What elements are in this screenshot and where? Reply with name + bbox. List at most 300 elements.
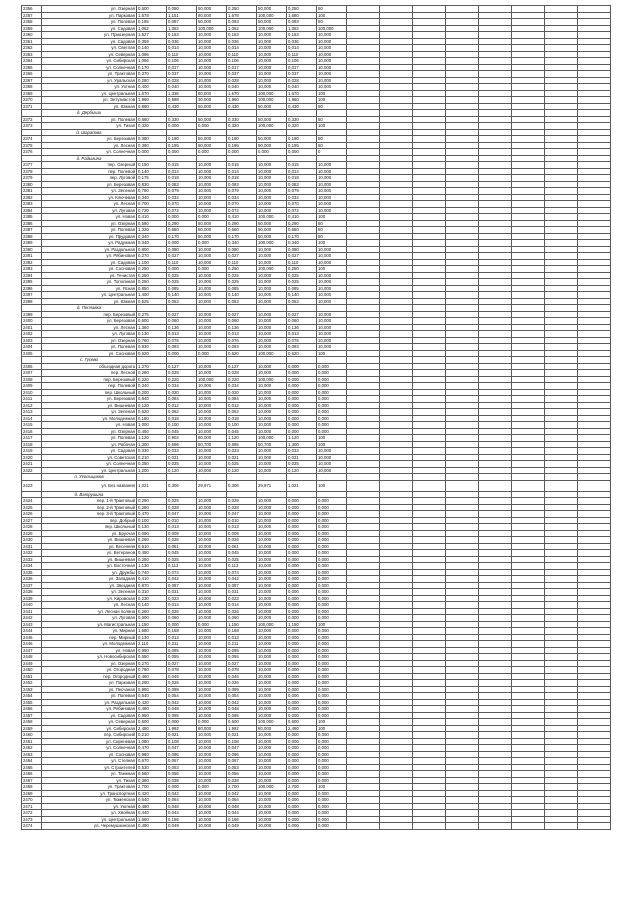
value-cell: 10,000 — [197, 517, 227, 524]
value-cell: 0,275 — [137, 311, 167, 318]
value-cell: 10,000 — [317, 194, 347, 201]
street-name: ул. Вишневая — [42, 537, 137, 544]
value-cell: 0,074 — [227, 569, 257, 576]
value-cell: 0,000 — [287, 810, 317, 817]
value-cell: 0,095 — [167, 712, 197, 719]
value-cell: 0,000 — [287, 511, 317, 518]
value-cell: 0,000 — [287, 415, 317, 422]
value-cell: 10,000 — [257, 738, 287, 745]
street-name: ул. Тихая — [42, 123, 137, 130]
empty-cell — [380, 480, 413, 491]
row-number: 2442 — [22, 615, 42, 622]
value-cell: 0,960 — [137, 751, 167, 758]
row-number: 2375 — [22, 142, 42, 149]
value-cell: 0,096 — [167, 751, 197, 758]
value-cell: 0,000 — [317, 608, 347, 615]
row-number: 2450 — [22, 667, 42, 674]
row-number: 2464 — [22, 758, 42, 765]
street-name: ул. Вишневая — [42, 402, 137, 409]
value-cell: 0,000 — [317, 615, 347, 622]
street-name: ул. Молодежная — [42, 641, 137, 648]
row-number: 2419 — [22, 448, 42, 455]
row-number: 2405 — [22, 350, 42, 357]
value-cell: 0,000 — [287, 667, 317, 674]
value-cell: 0,185 — [137, 19, 167, 26]
value-cell: 0,047 — [167, 511, 197, 518]
value-cell: 10,000 — [257, 32, 287, 39]
row-number: 2417 — [22, 435, 42, 442]
value-cell: 10,000 — [197, 428, 227, 435]
value-cell: 0,106 — [227, 58, 257, 65]
value-cell: 100,000 — [257, 25, 287, 32]
value-cell: 10,000 — [257, 810, 287, 817]
value-cell: 0,320 — [287, 123, 317, 130]
value-cell: 0,220 — [167, 376, 197, 383]
value-cell: 0,140 — [167, 292, 197, 299]
value-cell: 10,000 — [197, 168, 227, 175]
value-cell: 0,480 — [137, 706, 167, 713]
value-cell: 0,000 — [287, 498, 317, 505]
value-cell: 10,000 — [197, 693, 227, 700]
value-cell: 10,000 — [197, 712, 227, 719]
value-cell: 2,700 — [137, 784, 167, 791]
street-name: ул. Новая — [42, 422, 137, 429]
value-cell: 0,140 — [137, 168, 167, 175]
value-cell: 1,056 — [137, 58, 167, 65]
value-cell: 10,000 — [257, 732, 287, 739]
row-number: 2470 — [22, 797, 42, 804]
value-cell: 10,000 — [257, 71, 287, 78]
value-cell: 1,360 — [137, 324, 167, 331]
value-cell: 1,992 — [227, 725, 257, 732]
value-cell: 0,170 — [167, 233, 197, 240]
value-cell: 0,000 — [317, 582, 347, 589]
value-cell: 0,000 — [137, 149, 167, 156]
value-cell: 0,470 — [137, 511, 167, 518]
value-cell: 0,013 — [167, 524, 197, 531]
row-number: 2393 — [22, 266, 42, 273]
value-cell: 0,064 — [227, 797, 257, 804]
value-cell: 50,000 — [257, 220, 287, 227]
street-name: ул. Полевая — [42, 344, 137, 351]
value-cell: 0,015 — [287, 162, 317, 169]
value-cell: 10,000 — [197, 602, 227, 609]
value-cell: 0,072 — [287, 207, 317, 214]
value-cell: 10,000 — [197, 279, 227, 286]
value-cell: 0,000 — [317, 556, 347, 563]
row-number: 2448 — [22, 654, 42, 661]
value-cell: 10,000 — [257, 751, 287, 758]
street-name: ул. Солнечная — [42, 745, 137, 752]
value-cell: 0,150 — [137, 162, 167, 169]
value-cell: 0,026 — [227, 680, 257, 687]
row-number: 2444 — [22, 628, 42, 635]
row-number: 2357 — [22, 12, 42, 19]
value-cell: 100,000 — [257, 719, 287, 726]
value-cell: 100,000 — [257, 784, 287, 791]
value-cell: 0,087 — [167, 582, 197, 589]
value-cell: 0,018 — [227, 175, 257, 182]
street-name: ул. Тенистая — [42, 272, 137, 279]
value-cell: 0,026 — [227, 608, 257, 615]
street-name: ул. Садовая — [42, 712, 137, 719]
value-cell: 10,000 — [197, 563, 227, 570]
value-cell: 80,000 — [197, 435, 227, 442]
row-number: 2473 — [22, 816, 42, 823]
value-cell: 0,000 — [197, 123, 227, 130]
value-cell: 10,000 — [317, 292, 347, 299]
value-cell: 0,010 — [227, 517, 257, 524]
value-cell: 10,000 — [317, 253, 347, 260]
value-cell: 0,580 — [137, 220, 167, 227]
value-cell: 0,127 — [227, 363, 257, 370]
empty-cell — [578, 823, 611, 830]
value-cell: 0,013 — [167, 331, 197, 338]
street-name: пер. Школьный — [42, 524, 137, 531]
value-cell: 0,000 — [317, 498, 347, 505]
value-cell: 10,000 — [317, 168, 347, 175]
value-cell: 0,034 — [227, 383, 257, 390]
value-cell: 0,038 — [227, 777, 257, 784]
row-number: 2461 — [22, 738, 42, 745]
register-sheet — [21, 5, 611, 830]
empty-cell — [545, 823, 578, 830]
street-name: ул. Степная — [42, 758, 137, 765]
value-cell: 10,000 — [197, 582, 227, 589]
value-cell: 10,000 — [257, 422, 287, 429]
street-name: ул. Садовая — [42, 25, 137, 32]
value-cell: 0,027 — [227, 253, 257, 260]
value-cell: 10,000 — [197, 64, 227, 71]
value-cell: 0,080 — [167, 246, 197, 253]
row-number: 2437 — [22, 582, 42, 589]
value-cell: 10,000 — [257, 686, 287, 693]
value-cell: 50,000 — [197, 136, 227, 143]
street-name: ул. Звездная — [42, 582, 137, 589]
value-cell: 0,660 — [167, 227, 197, 234]
value-cell: 10,000 — [317, 58, 347, 65]
value-cell: 10,000 — [257, 77, 287, 84]
value-cell: 0,120 — [227, 467, 257, 474]
street-name: ул. Сибирская — [42, 725, 137, 732]
value-cell: 0,490 — [137, 823, 167, 830]
value-cell: 10,000 — [257, 292, 287, 299]
value-cell: 0,012 — [167, 402, 197, 409]
value-cell: 0,017 — [287, 64, 317, 71]
value-cell: 0,099 — [167, 686, 197, 693]
value-cell: 10,000 — [317, 461, 347, 468]
value-cell: 0,250 — [287, 6, 317, 13]
street-name: ул. Западная — [42, 576, 137, 583]
value-cell: 0,036 — [167, 38, 197, 45]
value-cell: 0,110 — [167, 259, 197, 266]
value-cell: 0,000 — [317, 712, 347, 719]
value-cell: 0,000 — [197, 240, 227, 247]
value-cell: 100 — [317, 266, 347, 273]
street-name: ул. Новая — [42, 647, 137, 654]
street-name: ул. Южная — [42, 103, 137, 110]
value-cell: 0,021 — [227, 732, 257, 739]
value-cell: 10,000 — [197, 550, 227, 557]
street-name: ул. Сибирская — [42, 58, 137, 65]
value-cell: 0,290 — [137, 498, 167, 505]
row-number: 2391 — [22, 253, 42, 260]
row-number: 2356 — [22, 6, 42, 13]
value-cell: 1,021 — [137, 480, 167, 491]
value-cell: 0,195 — [227, 142, 257, 149]
value-cell: 0,110 — [227, 51, 257, 58]
value-cell: 0,000 — [317, 667, 347, 674]
row-number: 2456 — [22, 706, 42, 713]
value-cell: 0,000 — [227, 149, 257, 156]
value-cell: 0,095 — [227, 647, 257, 654]
street-name: ул. Лесная — [42, 142, 137, 149]
value-cell: 0,166 — [167, 816, 197, 823]
street-name: ул. Сосновая — [42, 751, 137, 758]
value-cell: 0,260 — [137, 537, 167, 544]
value-cell: 0,060 — [167, 318, 197, 325]
value-cell: 100,000 — [257, 90, 287, 97]
street-name: ул. Полевая — [42, 19, 137, 26]
street-name: ул. Без названия — [42, 480, 137, 491]
value-cell: 0,000 — [317, 563, 347, 570]
value-cell: 0,000 — [317, 823, 347, 830]
value-cell: 0,113 — [167, 563, 197, 570]
row-number: 2430 — [22, 537, 42, 544]
value-cell: 10,000 — [197, 686, 227, 693]
value-cell: 0,525 — [137, 298, 167, 305]
value-cell: 0,012 — [227, 402, 257, 409]
value-cell: 0,410 — [227, 214, 257, 221]
value-cell: 0,000 — [317, 693, 347, 700]
value-cell: 0,000 — [167, 266, 197, 273]
value-cell: 10,000 — [257, 415, 287, 422]
value-cell: 1,300 — [137, 441, 167, 448]
value-cell: 1,527 — [137, 32, 167, 39]
value-cell: 50,000 — [197, 103, 227, 110]
value-cell: 0,130 — [137, 331, 167, 338]
value-cell: 10,000 — [197, 790, 227, 797]
street-name: ул. Центральная — [42, 816, 137, 823]
value-cell: 0,000 — [287, 595, 317, 602]
value-cell: 10,000 — [197, 673, 227, 680]
value-cell: 100,000 — [257, 435, 287, 442]
street-name: ул. Ясная — [42, 285, 137, 292]
value-cell: 0,025 — [227, 279, 257, 286]
value-cell: 1,270 — [137, 363, 167, 370]
value-cell: 10,000 — [197, 569, 227, 576]
value-cell: 0,760 — [137, 337, 167, 344]
row-number: 2415 — [22, 422, 42, 429]
value-cell: 0,000 — [317, 680, 347, 687]
value-cell: 0,740 — [137, 569, 167, 576]
row-number: 2363 — [22, 51, 42, 58]
value-cell: 0,110 — [287, 259, 317, 266]
value-cell: 10,000 — [317, 38, 347, 45]
value-cell: 10,000 — [197, 615, 227, 622]
value-cell: 0,168 — [227, 628, 257, 635]
value-cell: 10,000 — [257, 608, 287, 615]
value-cell: 10,000 — [257, 569, 287, 576]
value-cell: 10,000 — [317, 324, 347, 331]
value-cell: 10,000 — [197, 771, 227, 778]
street-name: объездная дорога — [42, 363, 137, 370]
value-cell: 0,026 — [227, 537, 257, 544]
value-cell: 0,140 — [137, 602, 167, 609]
street-name: ул. Хвойная — [42, 810, 137, 817]
row-number: 2401 — [22, 324, 42, 331]
value-cell: 10,000 — [257, 712, 287, 719]
row-number: 2367 — [22, 77, 42, 84]
street-name: пер. 2-й Трактовый — [42, 504, 137, 511]
value-cell: 0,106 — [167, 58, 197, 65]
value-cell: 1,150 — [287, 621, 317, 628]
street-name: ул. Зеленая — [42, 589, 137, 596]
value-cell: 1,960 — [227, 97, 257, 104]
value-cell: 1,080 — [137, 738, 167, 745]
value-cell: 10,000 — [317, 454, 347, 461]
value-cell: 0,000 — [317, 641, 347, 648]
value-cell: 0,550 — [137, 654, 167, 661]
value-cell: 50,000 — [257, 6, 287, 13]
street-name: ул. Энтузиастов — [42, 97, 137, 104]
value-cell: 0,310 — [137, 589, 167, 596]
value-cell: 30,000 — [197, 97, 227, 104]
value-cell: 10,000 — [197, 363, 227, 370]
value-cell: 0,440 — [137, 810, 167, 817]
value-cell: 0,033 — [227, 448, 257, 455]
value-cell: 50 — [317, 6, 347, 13]
value-cell: 10,000 — [197, 699, 227, 706]
row-number: 2368 — [22, 84, 42, 91]
value-cell: 1,130 — [137, 563, 167, 570]
value-cell: 0,013 — [227, 524, 257, 531]
value-cell: 0,000 — [317, 738, 347, 745]
row-number: 2460 — [22, 732, 42, 739]
value-cell: 1,200 — [137, 467, 167, 474]
value-cell: 0,000 — [287, 628, 317, 635]
value-cell: 0,026 — [167, 537, 197, 544]
value-cell: 0,049 — [227, 823, 257, 830]
value-cell: 0,070 — [167, 201, 197, 208]
value-cell: 0,033 — [167, 448, 197, 455]
value-cell: 0,000 — [287, 370, 317, 377]
value-cell: 0,000 — [287, 504, 317, 511]
value-cell: 0,031 — [167, 589, 197, 596]
value-cell: 100 — [317, 719, 347, 726]
value-cell: 0,850 — [137, 285, 167, 292]
value-cell: 10,000 — [257, 162, 287, 169]
value-cell: 0,028 — [167, 370, 197, 377]
row-number: 2406 — [22, 363, 42, 370]
street-name: ул. Солнечная — [42, 64, 137, 71]
value-cell: 0,800 — [137, 246, 167, 253]
value-cell: 0,620 — [137, 409, 167, 416]
value-cell: 10,000 — [197, 415, 227, 422]
street-name: пер. Лесной — [42, 370, 137, 377]
value-cell: 100 — [317, 784, 347, 791]
value-cell: 100,000 — [257, 240, 287, 247]
value-cell: 0,280 — [137, 370, 167, 377]
value-cell: 10,000 — [257, 363, 287, 370]
value-cell: 0,000 — [317, 634, 347, 641]
table-row — [22, 480, 611, 491]
value-cell: 0,320 — [137, 123, 167, 130]
value-cell: 10,000 — [197, 402, 227, 409]
value-cell: 0,220 — [137, 376, 167, 383]
value-cell: 0,009 — [227, 530, 257, 537]
value-cell: 10,000 — [257, 454, 287, 461]
street-name: ул. Полевая — [42, 116, 137, 123]
value-cell: 0,042 — [167, 790, 197, 797]
value-cell: 0,000 — [167, 240, 197, 247]
value-cell: 0,000 — [287, 732, 317, 739]
register-body — [22, 6, 611, 830]
value-cell: 2,110 — [137, 641, 167, 648]
value-cell: 80,000 — [197, 725, 227, 732]
value-cell: 0,029 — [227, 498, 257, 505]
street-name: ул. Прудовая — [42, 233, 137, 240]
value-cell: 0,000 — [317, 771, 347, 778]
value-cell: 100,000 — [257, 621, 287, 628]
value-cell: 100 — [317, 90, 347, 97]
value-cell: 0,600 — [137, 318, 167, 325]
value-cell: 10,000 — [197, 409, 227, 416]
row-number: 2436 — [22, 576, 42, 583]
value-cell: 0,153 — [287, 32, 317, 39]
value-cell: 10,000 — [257, 556, 287, 563]
row-number: 2381 — [22, 188, 42, 195]
value-cell: 0,127 — [167, 363, 197, 370]
value-cell: 0,211 — [167, 641, 197, 648]
value-cell: 0,000 — [317, 654, 347, 661]
value-cell: 0,083 — [167, 181, 197, 188]
value-cell: 0,420 — [137, 790, 167, 797]
street-name: ул. Озерная — [42, 337, 137, 344]
value-cell: 0,000 — [287, 517, 317, 524]
value-cell: 10,000 — [257, 803, 287, 810]
street-name: ул. Таежная — [42, 771, 137, 778]
street-name: ул. Лесная поляна — [42, 608, 137, 615]
row-number: 2392 — [22, 259, 42, 266]
value-cell: 10,000 — [257, 318, 287, 325]
value-cell: 0,000 — [287, 376, 317, 383]
value-cell: 10,000 — [197, 194, 227, 201]
value-cell: 0,093 — [287, 19, 317, 26]
value-cell: 0,000 — [317, 589, 347, 596]
value-cell: 1,678 — [137, 12, 167, 19]
value-cell: 0,470 — [137, 745, 167, 752]
street-name: ул. Южная — [42, 298, 137, 305]
value-cell: 10,000 — [257, 467, 287, 474]
value-cell: 100 — [317, 123, 347, 130]
value-cell: 0,130 — [137, 524, 167, 531]
value-cell: 0,054 — [227, 693, 257, 700]
value-cell: 0,025 — [167, 556, 197, 563]
value-cell: 0,099 — [227, 686, 257, 693]
value-cell: 10,000 — [197, 45, 227, 52]
street-name: ул. Лесная — [42, 602, 137, 609]
value-cell: 10,000 — [317, 448, 347, 455]
value-cell: 10,000 — [257, 285, 287, 292]
value-cell: 10,000 — [197, 530, 227, 537]
value-cell: 10,000 — [317, 337, 347, 344]
value-cell: 100 — [317, 480, 347, 491]
value-cell: 0,130 — [137, 634, 167, 641]
value-cell: 10,000 — [257, 207, 287, 214]
value-cell: 0,180 — [137, 415, 167, 422]
street-name: ул. Тихая — [42, 777, 137, 784]
